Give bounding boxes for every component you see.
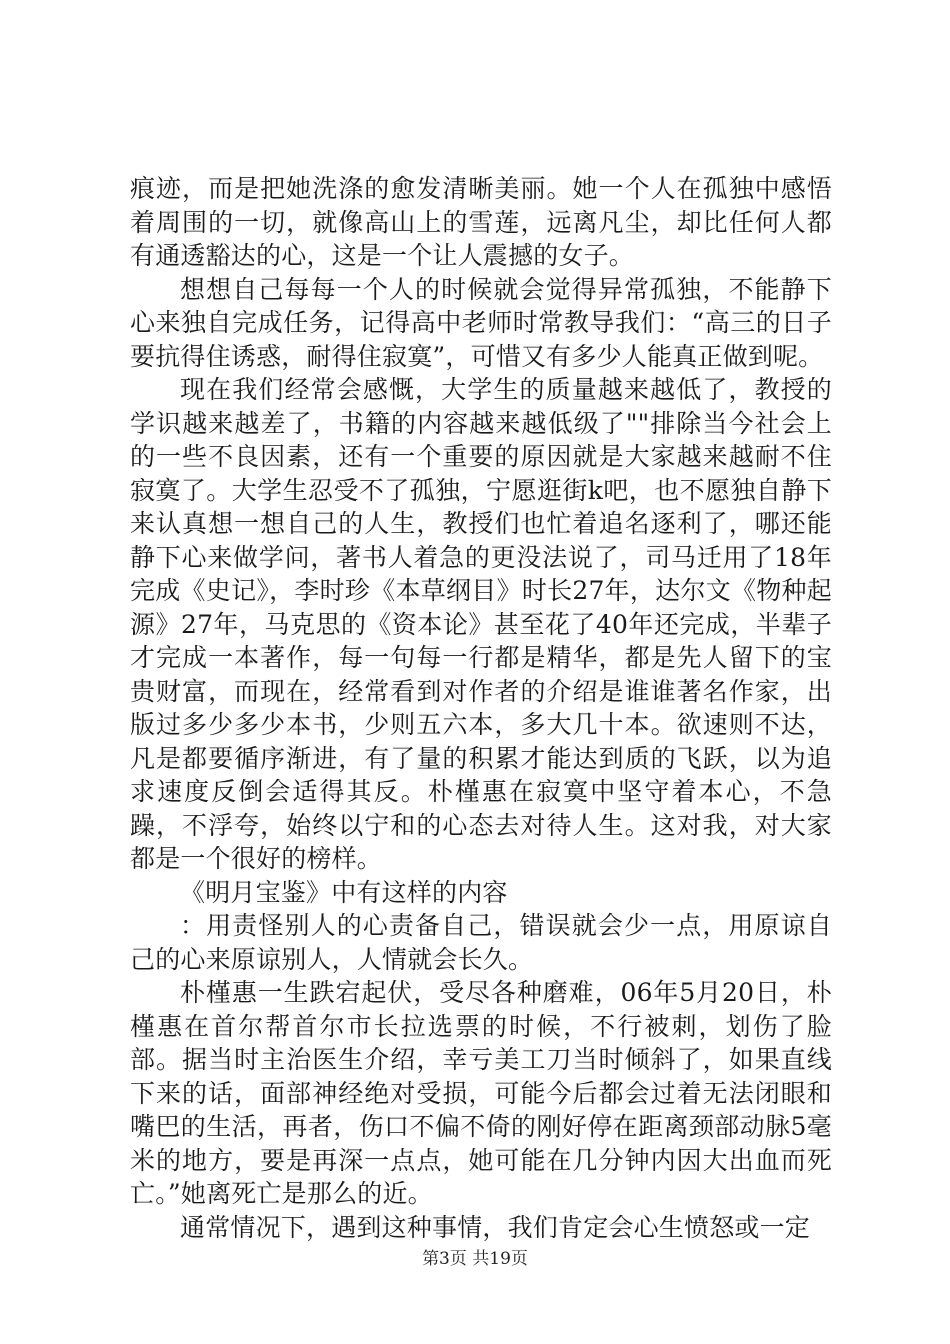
paragraph: 《明月宝鉴》中有这样的内容 <box>180 877 508 907</box>
paragraph: ：用责怪别人的心责备自己，错误就会少一点，用原谅自己的心来原谅别人，人情就会长久。 <box>130 911 832 974</box>
paragraph: 现在我们经常会感慨，大学生的质量越来越低了，教授的学识越来越差了，书籍的内容越来越低级了""排除当今社会上的一些不良因素，还有一个重要的原因就是大家越来越耐不住寂寞了。大学生忍受不了孤独，宁愿逛街k吧，也不愿独自静下来认真想一想自己的人生，教授们也忙着追名逐利了，哪还能静下心来做学问，著书人着急的更没法说了，司马迁用了18年完成《史记》，李时珍《本草纲目》时长27年，达尔文《物种起源》27年，马克思的《资本论》甚至花了40年还完成，半辈子才完成一本著作，每一句每一行都是精华，都是先人留下的宝贵财富，而现在，经常看到对作者的介绍是谁谁著名作家，出版过多少多少本书，少则五六本，多大几十本。欲速则不达，凡是都要循序渐进，有了量的积累才能达到质的飞跃，以为追求速度反倒会适得其反。朴槿惠在寂寞中坚守着本心，不急躁，不浮夸，始终以宁和的心态去对待人生。这对我，对大家都是一个很好的榜样。 <box>130 375 832 873</box>
page-number-footer: 第3页 共19页 <box>422 1249 528 1269</box>
document-body <box>130 172 832 1244</box>
paragraph: 朴槿惠一生跌宕起伏，受尽各种磨难，06年5月20日，朴槿惠在首尔帮首尔市长拉选票的时候，不行被刺，划伤了脸部。据当时主治医生介绍，幸亏美工刀当时倾斜了，如果直线下来的话，面部神经绝对受损，可能今后都会过着无法闭眼和嘴巴的生活，再者，伤口不偏不倚的刚好停在距离颈部动脉5毫米的地方，要是再深一点点，她可能在几分钟内因大出血而死亡。”她离死亡是那么的近。 <box>130 978 832 1208</box>
paragraph: 痕迹，而是把她洗涤的愈发清晰美丽。她一个人在孤独中感悟着周围的一切，就像高山上的雪莲，远离凡尘，却比任何人都有通透豁达的心，这是一个让人震撼的女子。 <box>130 174 832 270</box>
paragraph: 想想自己每每一个人的时候就会觉得异常孤独，不能静下心来独自完成任务，记得高中老师时常教导我们：“高三的日子要抗得住诱惑，耐得住寂寞”，可惜又有多少人能真正做到呢。 <box>130 274 832 371</box>
paragraph: 通常情况下，遇到这种事情，我们肯定会心生愤怒或一定 <box>180 1212 811 1242</box>
